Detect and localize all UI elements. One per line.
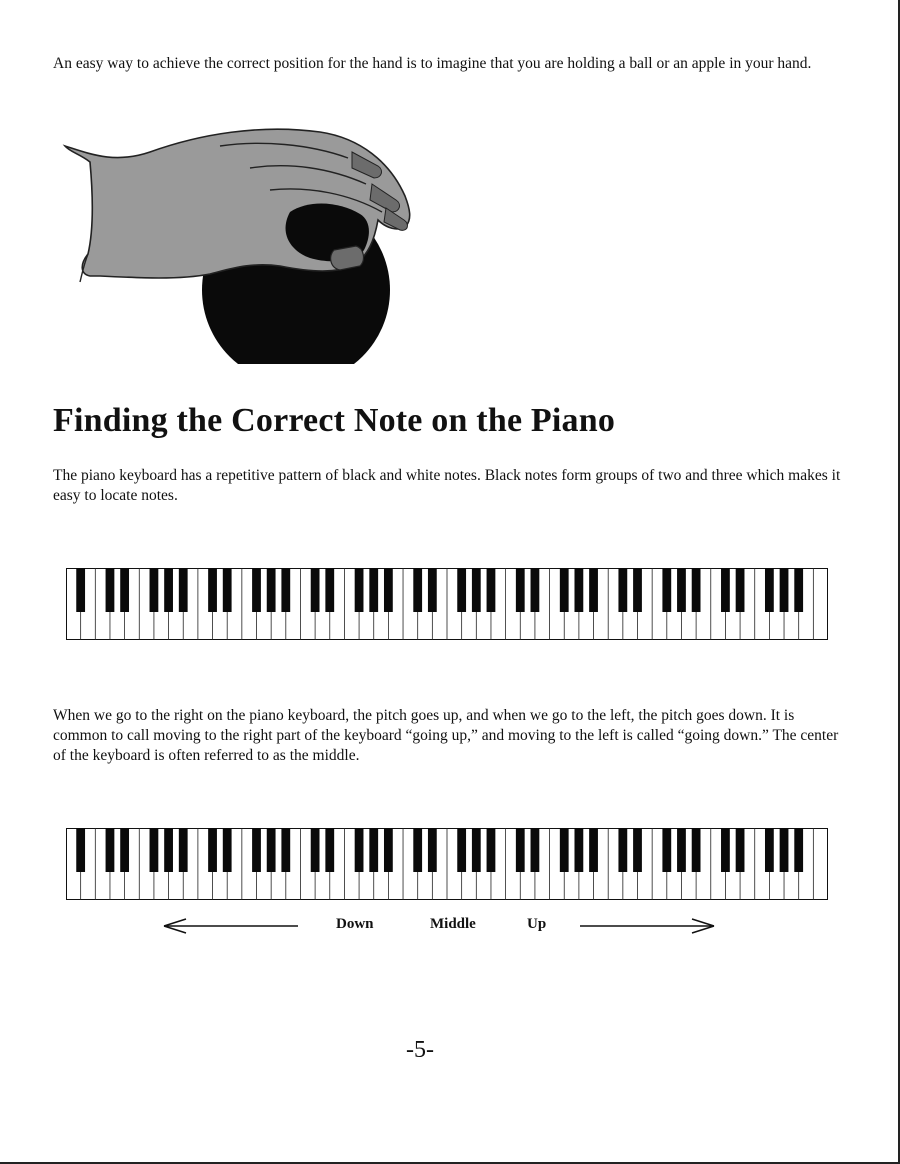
black-key xyxy=(179,828,188,872)
piano-keyboard-diagram xyxy=(66,568,828,640)
black-key xyxy=(765,828,774,872)
black-key xyxy=(516,568,525,612)
black-key xyxy=(76,828,85,872)
black-key xyxy=(164,568,173,612)
black-key xyxy=(457,828,466,872)
black-key xyxy=(662,568,671,612)
black-key xyxy=(223,568,232,612)
black-key xyxy=(311,568,320,612)
black-key xyxy=(355,828,364,872)
black-key xyxy=(472,568,481,612)
black-key xyxy=(223,828,232,872)
black-key xyxy=(267,568,276,612)
black-key xyxy=(794,828,803,872)
black-key xyxy=(413,828,422,872)
black-key xyxy=(369,828,378,872)
black-key xyxy=(780,568,789,612)
right-arrow-icon xyxy=(578,917,718,935)
black-key xyxy=(692,568,701,612)
page-number: -5- xyxy=(406,1037,434,1063)
black-key xyxy=(677,568,686,612)
black-key xyxy=(736,568,745,612)
black-key xyxy=(120,828,129,872)
keyboard-paragraph: The piano keyboard has a repetitive pattern of black and white notes. Black notes form groups of two and three which makes it easy to locate notes. xyxy=(53,467,841,504)
black-key xyxy=(311,828,320,872)
black-key xyxy=(487,828,496,872)
black-key xyxy=(120,568,129,612)
black-key xyxy=(384,568,393,612)
black-key xyxy=(150,828,159,872)
black-key xyxy=(208,568,217,612)
black-key xyxy=(589,568,598,612)
hand-holding-ball-illustration xyxy=(60,124,430,364)
black-key xyxy=(457,568,466,612)
black-key xyxy=(721,568,730,612)
black-key xyxy=(369,568,378,612)
section-heading: Finding the Correct Note on the Piano xyxy=(53,402,616,439)
black-key xyxy=(736,828,745,872)
black-key xyxy=(252,828,261,872)
black-key xyxy=(721,828,730,872)
black-key xyxy=(677,828,686,872)
black-key xyxy=(560,828,569,872)
black-key xyxy=(106,568,115,612)
black-key xyxy=(589,828,598,872)
black-key xyxy=(355,568,364,612)
black-key xyxy=(574,828,583,872)
black-key xyxy=(794,568,803,612)
black-key xyxy=(384,828,393,872)
black-key xyxy=(106,828,115,872)
black-key xyxy=(76,568,85,612)
black-key xyxy=(325,568,334,612)
black-key xyxy=(164,828,173,872)
black-key xyxy=(516,828,525,872)
black-key xyxy=(633,568,642,612)
black-key xyxy=(428,828,437,872)
black-key xyxy=(150,568,159,612)
black-key xyxy=(618,568,627,612)
black-key xyxy=(472,828,481,872)
intro-paragraph: An easy way to achieve the correct position for the hand is to imagine that you are holding a ball or an apple in your hand. xyxy=(53,55,812,72)
black-key xyxy=(618,828,627,872)
black-key xyxy=(281,568,290,612)
black-key xyxy=(531,568,540,612)
black-key xyxy=(208,828,217,872)
black-key xyxy=(281,828,290,872)
black-key xyxy=(325,828,334,872)
piano-keyboard-direction-diagram xyxy=(66,828,828,900)
black-key xyxy=(487,568,496,612)
black-key xyxy=(692,828,701,872)
black-key xyxy=(633,828,642,872)
black-key xyxy=(780,828,789,872)
black-key xyxy=(413,568,422,612)
black-key xyxy=(267,828,276,872)
black-key xyxy=(252,568,261,612)
black-key xyxy=(574,568,583,612)
black-key xyxy=(662,828,671,872)
black-key xyxy=(560,568,569,612)
direction-paragraph: When we go to the right on the piano keyboard, the pitch goes up, and when we go to the left, the pitch goes down. It is common to call moving to the right part of the keyboard “going up,” and moving to the left is called “going down.” The center of the keyboard is often referred to as the middle. xyxy=(53,707,839,764)
up-label: Up xyxy=(527,916,547,932)
middle-label: Middle xyxy=(430,916,476,932)
left-arrow-icon xyxy=(160,917,300,935)
black-key xyxy=(179,568,188,612)
black-key xyxy=(765,568,774,612)
black-key xyxy=(531,828,540,872)
black-key xyxy=(428,568,437,612)
down-label: Down xyxy=(336,916,374,932)
